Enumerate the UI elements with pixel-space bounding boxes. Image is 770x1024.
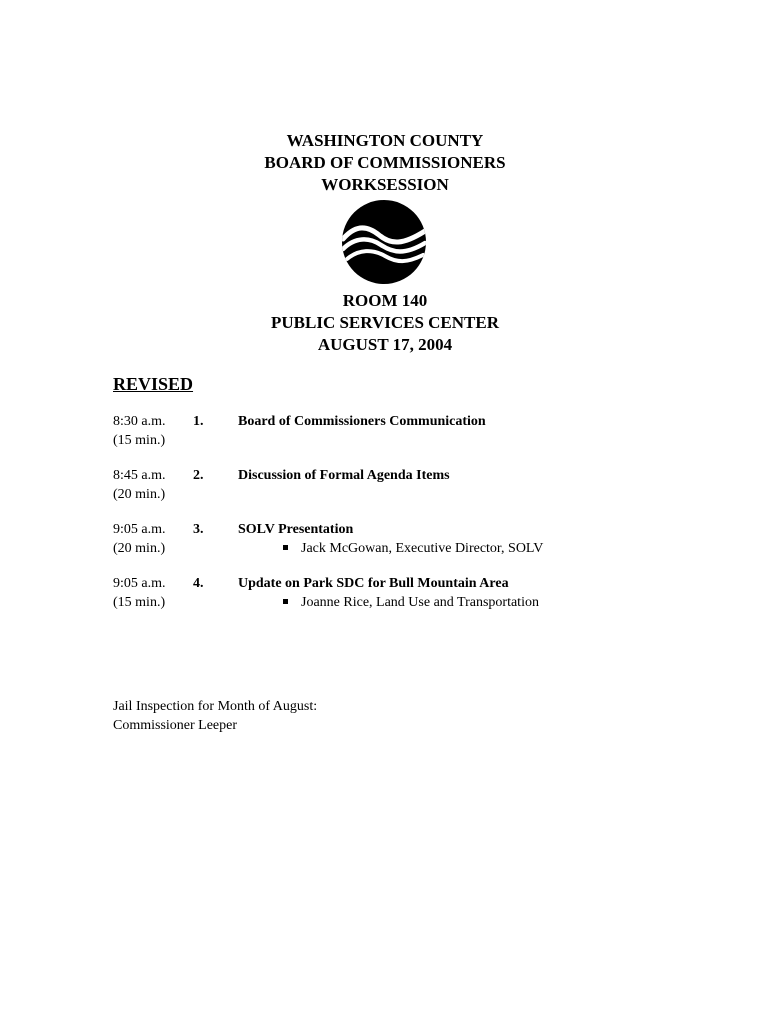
agenda-item: [113, 574, 633, 628]
agenda-duration: (15 min.): [113, 433, 166, 448]
meeting-location: [0, 290, 770, 356]
jail-inspection-commissioner: Commissioner Leeper: [113, 718, 238, 733]
agenda-list: [113, 412, 633, 628]
county-logo-icon: [341, 199, 427, 285]
bullet-icon: [283, 545, 288, 550]
agenda-number: 1.: [193, 414, 204, 429]
jail-inspection-note: [113, 697, 317, 735]
agenda-time-block: [113, 412, 193, 450]
building-name: PUBLIC SERVICES CENTER: [270, 313, 499, 332]
presenter-name: Jack McGowan, Executive Director, SOLV: [301, 541, 544, 556]
agenda-time-block: [113, 520, 193, 558]
agenda-time: 8:45 a.m.: [113, 468, 166, 483]
bullet-icon: [283, 599, 288, 604]
agenda-title: SOLV Presentation: [238, 522, 354, 537]
meeting-type: WORKSESSION: [321, 175, 449, 194]
agenda-number: 3.: [193, 522, 204, 537]
agenda-time-block: [113, 466, 193, 504]
agenda-time: 8:30 a.m.: [113, 414, 166, 429]
meeting-date: AUGUST 17, 2004: [317, 335, 453, 354]
agenda-item: [113, 466, 633, 520]
agenda-duration: (20 min.): [113, 487, 166, 502]
agenda-time: 9:05 a.m.: [113, 576, 166, 591]
board-name: BOARD OF COMMISSIONERS: [264, 153, 506, 172]
county-name: WASHINGTON COUNTY: [286, 131, 484, 150]
agenda-number: 2.: [193, 468, 204, 483]
agenda-title: Board of Commissioners Communication: [238, 414, 486, 429]
agenda-title: Update on Park SDC for Bull Mountain Area: [238, 576, 509, 591]
agenda-presenter: [283, 593, 539, 612]
revised-label: REVISED: [113, 374, 194, 394]
jail-inspection-label: Jail Inspection for Month of August:: [113, 699, 318, 714]
agenda-presenter: [283, 539, 543, 558]
agenda-duration: (20 min.): [113, 541, 166, 556]
document-header: [0, 130, 770, 196]
agenda-number: 4.: [193, 576, 204, 591]
presenter-name: Joanne Rice, Land Use and Transportation: [301, 595, 539, 610]
agenda-item: [113, 412, 633, 466]
agenda-item: [113, 520, 633, 574]
agenda-time-block: [113, 574, 193, 612]
agenda-title: Discussion of Formal Agenda Items: [238, 468, 450, 483]
agenda-duration: (15 min.): [113, 595, 166, 610]
agenda-time: 9:05 a.m.: [113, 522, 166, 537]
room-number: ROOM 140: [342, 291, 428, 310]
